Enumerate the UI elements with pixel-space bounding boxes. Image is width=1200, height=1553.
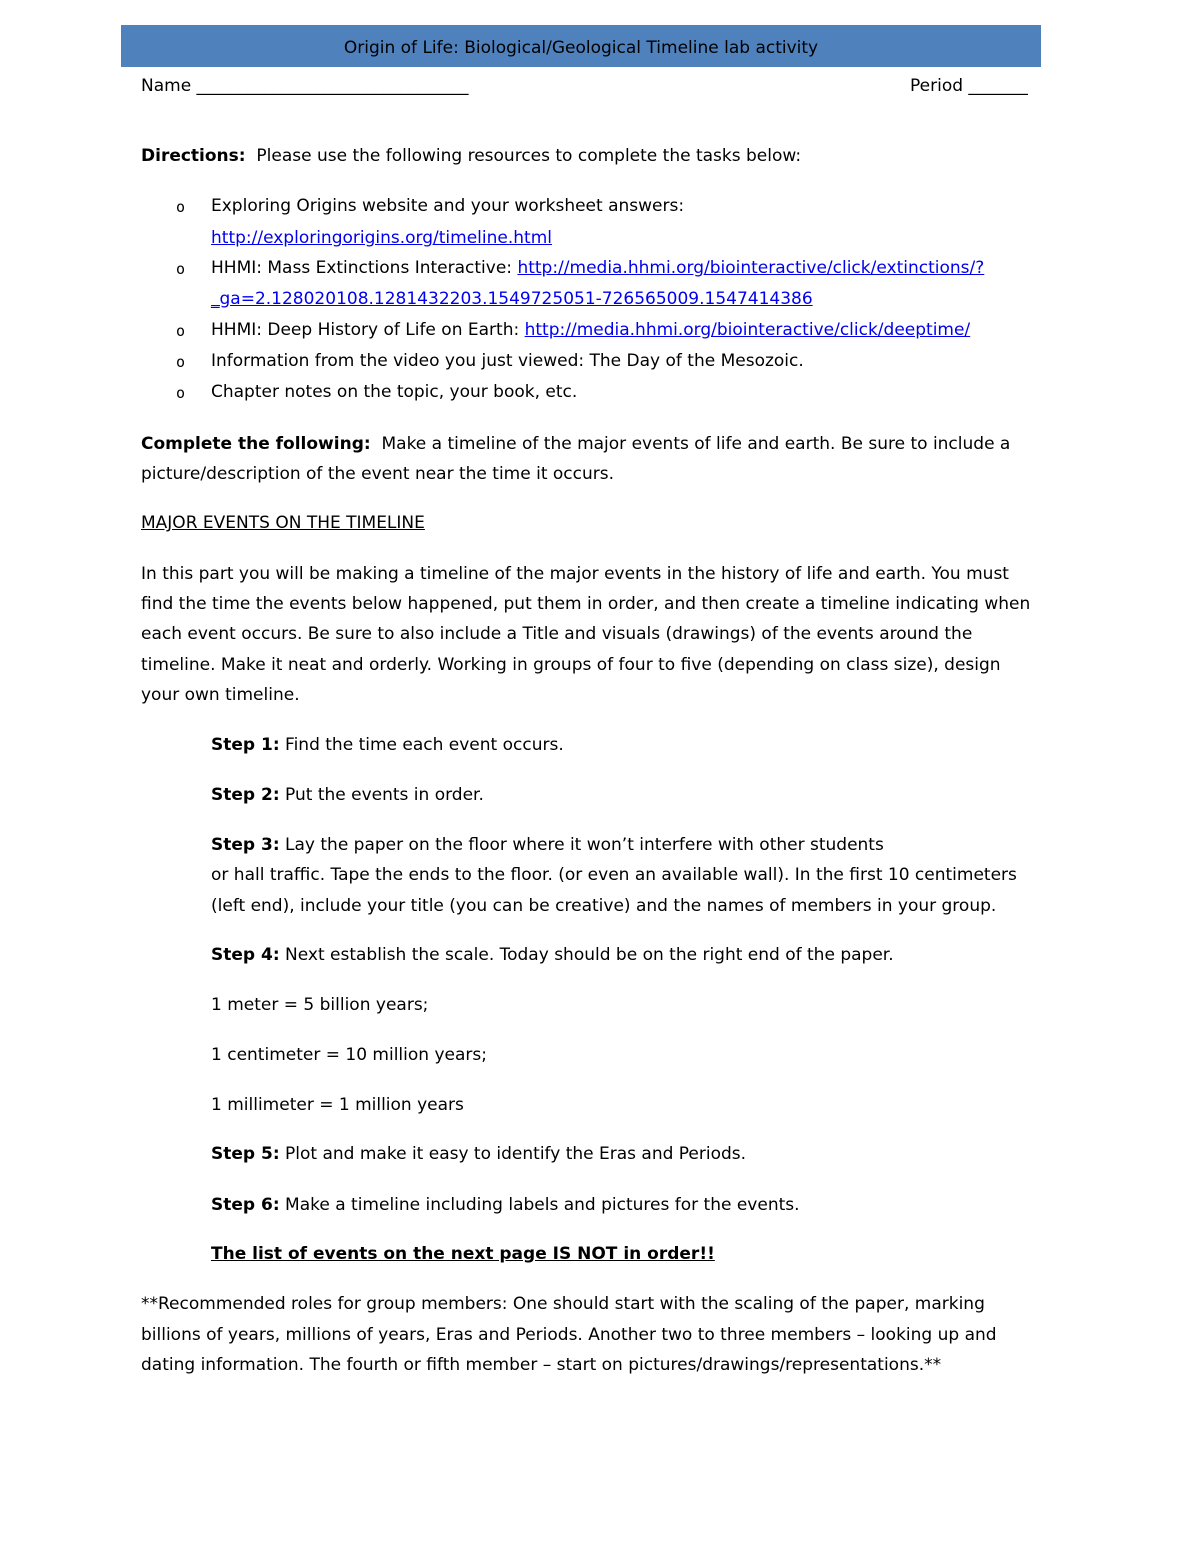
complete-label: Complete the following: bbox=[141, 434, 371, 454]
directions-paragraph bbox=[141, 145, 801, 167]
document-title-bar bbox=[121, 25, 1041, 67]
resource-item-2 bbox=[211, 257, 984, 279]
intro-line: each event occurs. Be sure to also include a Title and visuals (drawings) of the events around the bbox=[141, 624, 973, 644]
step-text: Make a timeline including labels and pictures for the events. bbox=[285, 1195, 800, 1215]
roles-line: dating information. The fourth or fifth member – start on pictures/drawings/representations.** bbox=[141, 1355, 942, 1375]
step-4 bbox=[211, 944, 894, 966]
scale-centimeter: 1 centimeter = 10 million years; bbox=[211, 1045, 487, 1065]
mass-extinctions-link-cont[interactable] bbox=[211, 288, 813, 310]
step-label: Step 4: bbox=[211, 945, 280, 965]
bullet-marker: o bbox=[176, 260, 186, 278]
order-warning bbox=[211, 1243, 715, 1265]
deep-history-link[interactable]: http://media.hhmi.org/biointeractive/click/deeptime/ bbox=[524, 320, 971, 340]
bullet-marker: o bbox=[176, 322, 186, 340]
roles-line: **Recommended roles for group members: One should start with the scaling of the paper, marking bbox=[141, 1294, 985, 1314]
step-label: Step 1: bbox=[211, 735, 280, 755]
step-text: Plot and make it easy to identify the Eras and Periods. bbox=[285, 1144, 747, 1164]
resource-item-5: Chapter notes on the topic, your book, etc. bbox=[211, 382, 578, 402]
resource-item-1: Exploring Origins website and your worksheet answers: bbox=[211, 196, 685, 216]
bullet-marker: o bbox=[176, 353, 186, 371]
complete-text-line2: picture/description of the event near the time it occurs. bbox=[141, 464, 615, 484]
intro-line: find the time the events below happened, put them in order, and then create a timeline indicating when bbox=[141, 594, 1031, 614]
step-text: Find the time each event occurs. bbox=[285, 735, 564, 755]
roles-line: billions of years, millions of years, Eras and Periods. Another two to three members – looking up and bbox=[141, 1325, 997, 1345]
step-3-line3: (left end), include your title (you can be creative) and the names of members in your group. bbox=[211, 896, 997, 916]
step-text: Put the events in order. bbox=[285, 785, 484, 805]
intro-line: your own timeline. bbox=[141, 685, 300, 705]
step-label: Step 6: bbox=[211, 1195, 280, 1215]
step-3-line2: or hall traffic. Tape the ends to the floor. (or even an available wall). In the first 10 centimeters bbox=[211, 865, 1017, 885]
step-6 bbox=[211, 1194, 800, 1216]
exploring-origins-link[interactable]: http://exploringorigins.org/timeline.html bbox=[211, 228, 552, 248]
mass-extinctions-link-continued[interactable]: _ga=2.128020108.1281432203.1549725051-726565009.1547414386 bbox=[211, 289, 813, 309]
resource-item-2-label: HHMI: Mass Extinctions Interactive: bbox=[211, 258, 518, 278]
bullet-marker: o bbox=[176, 198, 186, 216]
resource-link-exploring-origins[interactable] bbox=[211, 227, 552, 249]
scale-millimeter: 1 millimeter = 1 million years bbox=[211, 1095, 464, 1115]
step-5 bbox=[211, 1143, 746, 1165]
name-field-line: Name ________________________________ bbox=[141, 76, 469, 96]
intro-line: timeline. Make it neat and orderly. Working in groups of four to five (depending on class size), design bbox=[141, 655, 1001, 675]
step-1 bbox=[211, 734, 564, 756]
bullet-marker: o bbox=[176, 384, 186, 402]
step-label: Step 5: bbox=[211, 1144, 280, 1164]
mass-extinctions-link[interactable]: http://media.hhmi.org/biointeractive/click/extinctions/? bbox=[517, 258, 985, 278]
step-label: Step 2: bbox=[211, 785, 280, 805]
order-warning-text: The list of events on the next page IS NOT in order!! bbox=[211, 1244, 715, 1264]
intro-line: In this part you will be making a timeline of the major events in the history of life and earth. You must bbox=[141, 564, 1009, 584]
scale-meter: 1 meter = 5 billion years; bbox=[211, 995, 429, 1015]
document-title: Origin of Life: Biological/Geological Timeline lab activity bbox=[343, 38, 819, 58]
step-text: Next establish the scale. Today should be on the right end of the paper. bbox=[285, 945, 894, 965]
step-3 bbox=[211, 834, 884, 856]
complete-text-line1: Make a timeline of the major events of life and earth. Be sure to include a bbox=[381, 434, 1011, 454]
resource-item-3 bbox=[211, 319, 970, 341]
directions-text: Please use the following resources to complete the tasks below: bbox=[256, 146, 802, 166]
period-field-line: Period _______ bbox=[910, 76, 1028, 96]
resource-item-4: Information from the video you just viewed: The Day of the Mesozoic. bbox=[211, 351, 804, 371]
step-text: Lay the paper on the floor where it won’t interfere with other students bbox=[285, 835, 884, 855]
directions-label: Directions: bbox=[141, 146, 246, 166]
major-events-heading: MAJOR EVENTS ON THE TIMELINE bbox=[141, 513, 425, 533]
resource-item-3-label: HHMI: Deep History of Life on Earth: bbox=[211, 320, 525, 340]
step-2 bbox=[211, 784, 484, 806]
step-label: Step 3: bbox=[211, 835, 280, 855]
complete-paragraph bbox=[141, 433, 1010, 455]
